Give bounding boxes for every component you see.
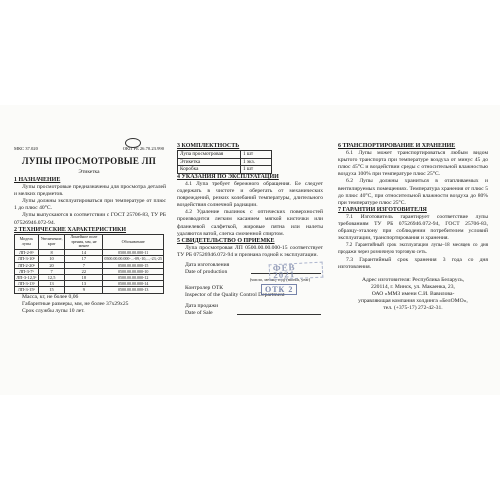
kit-row xyxy=(178,151,272,159)
address-line-5: тел. (+375-17) 272-42-31. xyxy=(383,305,443,312)
section-5-heading: 5 СВИДЕТЕЛЬСТВО О ПРИЕМКЕ xyxy=(177,237,275,244)
kit-item-name: Коробка xyxy=(178,166,241,174)
table-cell: ЛП-3-7ˣ xyxy=(15,268,39,274)
kit-row xyxy=(178,158,272,166)
kit-item-qty: 1 шт xyxy=(241,166,272,174)
address-line-1: Адрес изготовителя: Республика Беларусь, xyxy=(361,276,465,283)
section-1-heading: 1 НАЗНАЧЕНИЕ xyxy=(14,177,61,183)
specs-col-model: Модель лупы xyxy=(15,234,39,249)
section-5-p1: Лупа просмотровая ЛП 0500.00.00.000-15 соответствует ТУ РБ 07526946.072-94 и признана годной к эксплуатации. xyxy=(177,244,323,258)
address-line-2: 220114, г. Минск, ул. Макаенка, 23, xyxy=(371,283,455,290)
table-cell: ЛП-3-10ˣ xyxy=(15,256,39,262)
manufacturer-address xyxy=(338,277,488,312)
dimensions-spec: Габаритные размеры, мм, не более 37х29х25 xyxy=(22,300,129,307)
classification-codes xyxy=(14,145,164,152)
table-cell: ЛП-3-13ˣ xyxy=(15,281,39,287)
table-cell: 13 xyxy=(38,281,65,287)
table-cell: 8 xyxy=(38,250,65,256)
okp-code: ОКП РБ 26.70.23.990 xyxy=(122,146,164,151)
label-sheet xyxy=(0,105,500,395)
specs-col-field: Линейное поле зрения, мм, не менее xyxy=(65,234,103,249)
production-date-caption: (число, месяц, год) (month, year) xyxy=(249,277,311,282)
mass-spec: Масса, кг, не более 0,06 xyxy=(22,293,79,300)
kit-item-qty: 1 экз. xyxy=(241,158,272,166)
production-date-label-en: Date of production xyxy=(185,269,228,276)
inspector-label-ru: Контролер ОТК xyxy=(185,285,223,292)
table-cell: 13 xyxy=(65,281,103,287)
table-cell: ЛП-3-12,5ˣ xyxy=(16,274,37,280)
service-life: Срок службы лупы 10 лет. xyxy=(22,307,85,314)
section-4-p2: 4.2 Удаление пылинок с оптических поверхностей производится легким касанием мягкой кисточки или фланелевой салфеткой, жировые пятна или налеты удаляются ватой, слегка смоченной спиртом. xyxy=(177,209,323,237)
column-3 xyxy=(338,105,488,395)
table-cell: 17 xyxy=(65,256,103,262)
production-date-label-ru: Дата изготовления xyxy=(185,262,230,268)
kit-table xyxy=(177,150,272,174)
column-2 xyxy=(177,105,323,395)
kit-item-qty: 1 шт xyxy=(241,151,272,159)
otk-stamp: ОТК 2 xyxy=(261,284,297,295)
table-cell: 18 xyxy=(65,274,103,280)
table-cell: 20 xyxy=(38,262,65,268)
sale-date-label-ru: Дата продажи xyxy=(185,303,219,310)
section-7-p3: 7.3 Гарантийный срок хранения 3 года со дня изготовления. xyxy=(338,256,488,270)
section-4-heading: 4 УКАЗАНИЯ ПО ЭКСПЛУАТАЦИИ xyxy=(177,173,279,180)
table-cell: 0500.00.00.000-11 xyxy=(103,250,164,256)
section-7-heading: 7 ГАРАНТИИ ИЗГОТОВИТЕЛЯ xyxy=(338,206,427,213)
table-cell: 0500.00.00.000-...-09,-10,...,-23,-25 xyxy=(104,256,162,262)
table-cell: 12,5 xyxy=(38,274,65,280)
kit-item-name: Этикетка xyxy=(178,158,241,166)
kit-item-name: Лупа просмотровая xyxy=(178,151,241,159)
section-2-heading: 2 ТЕХНИЧЕСКИЕ ХАРАКТЕРИСТИКИ xyxy=(14,226,127,233)
sale-date-line xyxy=(237,314,321,315)
section-7-p1: 7.1 Изготовитель гарантирует соответствие лупы требованиям ТУ РБ 07526946.072-94, ГОСТ 25706-83, образцу-эталону при соблюдении потребителем условий эксплуатации, транспортирования и хранения. xyxy=(338,213,488,242)
kit-row xyxy=(178,166,272,174)
table-cell: ЛП-3-15ˣ xyxy=(15,287,39,293)
section-6-p1: 6.1 Лупы может транспортироваться любым видом крытого транспорта при температуре воздуха от минус 45 до плюс 45°С и воздействии среды с относительной влажностью воздуха 100% при температуре плюс 25°С. xyxy=(338,150,488,178)
section-6-p2: 6.2 Лупы должны храниться в отапливаемых и вентилируемых помещениях. Температура хранения от плюс 5 до плюс 40°С, при относительной влажности воздуха до 80% при температуре плюс 25°С. xyxy=(338,178,488,206)
sale-date-label-en: Date of Sale xyxy=(185,310,213,317)
address-line-3: ОАО «ММЗ имени С.И. Вавилова- xyxy=(371,290,455,297)
sale-date-field xyxy=(177,303,323,317)
table-cell: 0500.00.00.000-13 xyxy=(103,287,164,293)
section-4-p1: 4.1 Лупа требует бережного обращения. Ее следует содержать в чистоте и оберегать от механических повреждений, резких колебаний температуры, длительного воздействия солнечной радиации. xyxy=(177,180,323,209)
table-cell: 10 xyxy=(38,256,65,262)
table-cell: 9 xyxy=(65,287,103,293)
table-cell: 22 xyxy=(65,268,103,274)
production-date-stamp: ФЕВ 2021 xyxy=(269,262,324,281)
table-cell: ЛП-2-8ˣ xyxy=(15,250,39,256)
section-3-heading: 3 КОМПЛЕКТНОСТЬ xyxy=(177,143,240,149)
section-1-p2: Лупы должны эксплуатироваться при температуре от плюс 1 до плюс 40°С. xyxy=(14,198,166,212)
column-1 xyxy=(14,105,166,395)
table-cell: 0500.00.00.000-14 xyxy=(103,281,164,287)
table-cell: 14 xyxy=(65,250,103,256)
manufacturer-logo-icon xyxy=(125,138,141,148)
table-cell: ЛП-2-20ˣ xyxy=(15,262,39,268)
inspector-label-en: Inspector of the Quality Control Department xyxy=(185,292,285,299)
specs-col-magnification: Увеличение, крат xyxy=(38,234,65,249)
table-cell: 7 xyxy=(38,268,65,274)
page-title: ЛУПЫ ПРОСМОТРОВЫЕ ЛП xyxy=(21,156,157,166)
section-1 xyxy=(14,177,166,315)
table-cell: 15 xyxy=(38,287,65,293)
table-cell: 0500.00.00.000-15 xyxy=(103,262,164,268)
section-6-heading: 6 ТРАНСПОРТИРОВАНИЕ И ХРАНЕНИЕ xyxy=(338,143,456,149)
table-cell: 0500.00.00.000-10 xyxy=(103,268,164,274)
section-1-p1: Лупы просмотровые предназначены для просмотра деталей и мелких предметов. xyxy=(14,184,166,198)
section-1-p3: Лупы выпускаются в соответствии с ГОСТ 25706-83, ТУ РБ 07526946.072-94. xyxy=(14,212,166,226)
address-line-4: управляющая компания холдинга «БелОМО», xyxy=(358,297,468,304)
table-cell: 7 xyxy=(65,262,103,268)
page-subtitle: Этикетка xyxy=(78,169,100,175)
section-7-p2: 7.2 Гарантийный срок эксплуатации лупы–18 месяцев со дня продажи через розничную торговую сеть. xyxy=(338,243,488,256)
table-cell: 0500.00.00.000-12 xyxy=(103,274,164,280)
table-row xyxy=(15,287,164,293)
specs-col-designation: Обозначение xyxy=(103,234,164,249)
specs-table xyxy=(14,234,164,294)
mks-code: МКС 37.020 xyxy=(14,146,38,151)
inspector-field xyxy=(177,285,323,299)
